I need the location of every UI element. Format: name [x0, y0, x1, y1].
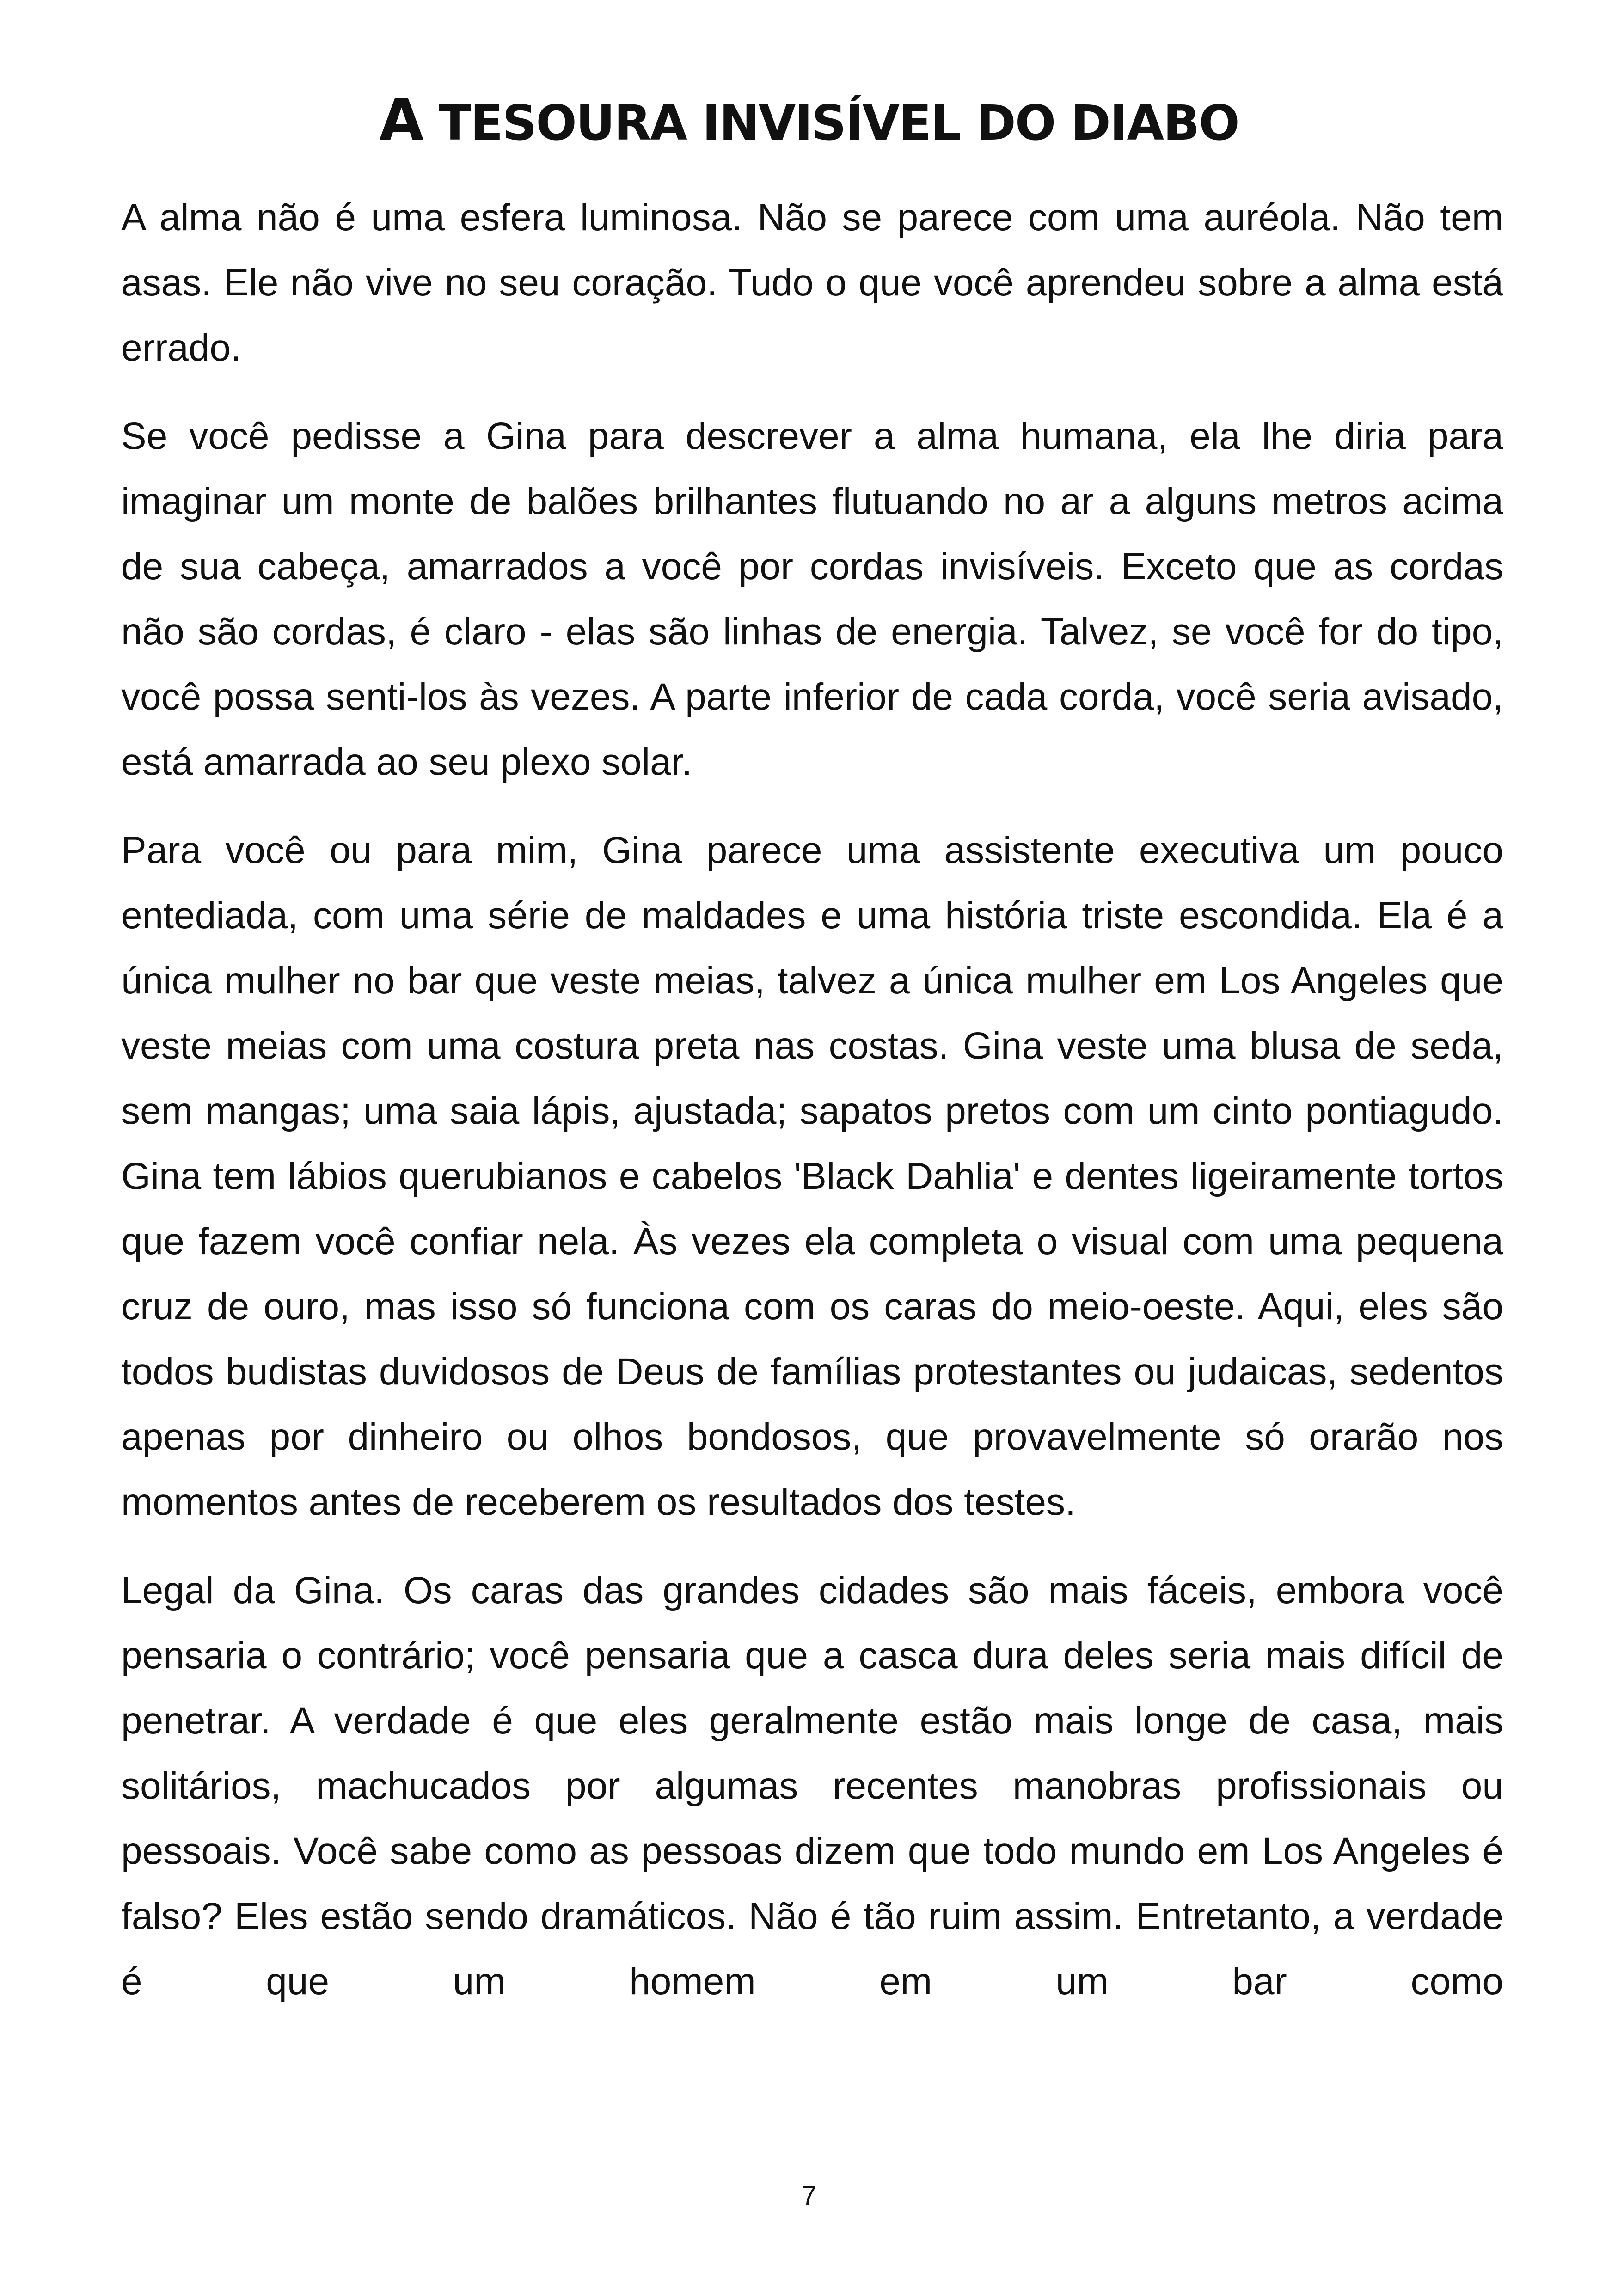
paragraph-2: Se você pedisse a Gina para descrever a alma humana, ela lhe diria para imaginar um monte de balões brilhantes flutuando no ar a alguns metros acima de sua cabeça, amarrados a você por cordas invisíveis. Exceto que as cordas não são cordas, é claro - elas são linhas de energia. Talvez, se você for do tipo, você possa senti-los às vezes. A parte inferior de cada corda, você seria avisado, está amarrada ao seu plexo solar.	[121, 415, 1503, 783]
paragraph-4: Legal da Gina. Os caras das grandes cidades são mais fáceis, embora você pensaria o contrário; você pensaria que a casca dura deles seria mais difícil de penetrar. A verdade é que eles geralmente estão mais longe de casa, mais solitários, machucados por algumas recentes manobras profissionais ou pessoais. Você sabe como as pessoas dizem que todo mundo em Los Angeles é falso? Eles estão sendo dramáticos. Não é tão ruim assim. Entretanto, a verdade é que um homem em um bar como	[121, 1569, 1503, 2002]
paragraph-3: Para você ou para mim, Gina parece uma assistente executiva um pouco entediada, com uma série de maldades e uma história triste escondida. Ela é a única mulher no bar que veste meias, talvez a única mulher em Los Angeles que veste meias com uma costura preta nas costas. Gina veste uma blusa de seda, sem mangas; uma saia lápis, ajustada; sapatos pretos com um cinto pontiagudo. Gina tem lábios querubianos e cabelos 'Black Dahlia' e dentes ligeiramente tortos que fazem você confiar nela. Às vezes ela completa o visual com uma pequena cruz de ouro, mas isso só funciona com os caras do meio-oeste. Aqui, eles são todos budistas duvidosos de Deus de famílias protestantes ou judaicas, sedentos apenas por dinheiro ou olhos bondosos, que provavelmente só orarão nos momentos antes de receberem os resultados dos testes.	[121, 829, 1503, 1523]
paragraph-1: A alma não é uma esfera luminosa. Não se parece com uma auréola. Não tem asas. Ele não vive no seu coração. Tudo o que você aprendeu sobre a alma está errado.	[121, 196, 1503, 369]
chapter-title-initial: A	[379, 87, 423, 153]
page-number: 7	[801, 2180, 817, 2211]
body-text	[121, 185, 1503, 2037]
chapter-title-rest: TESOURA INVISÍVEL DO DIABO	[423, 95, 1239, 151]
chapter-title	[0, 87, 1618, 153]
